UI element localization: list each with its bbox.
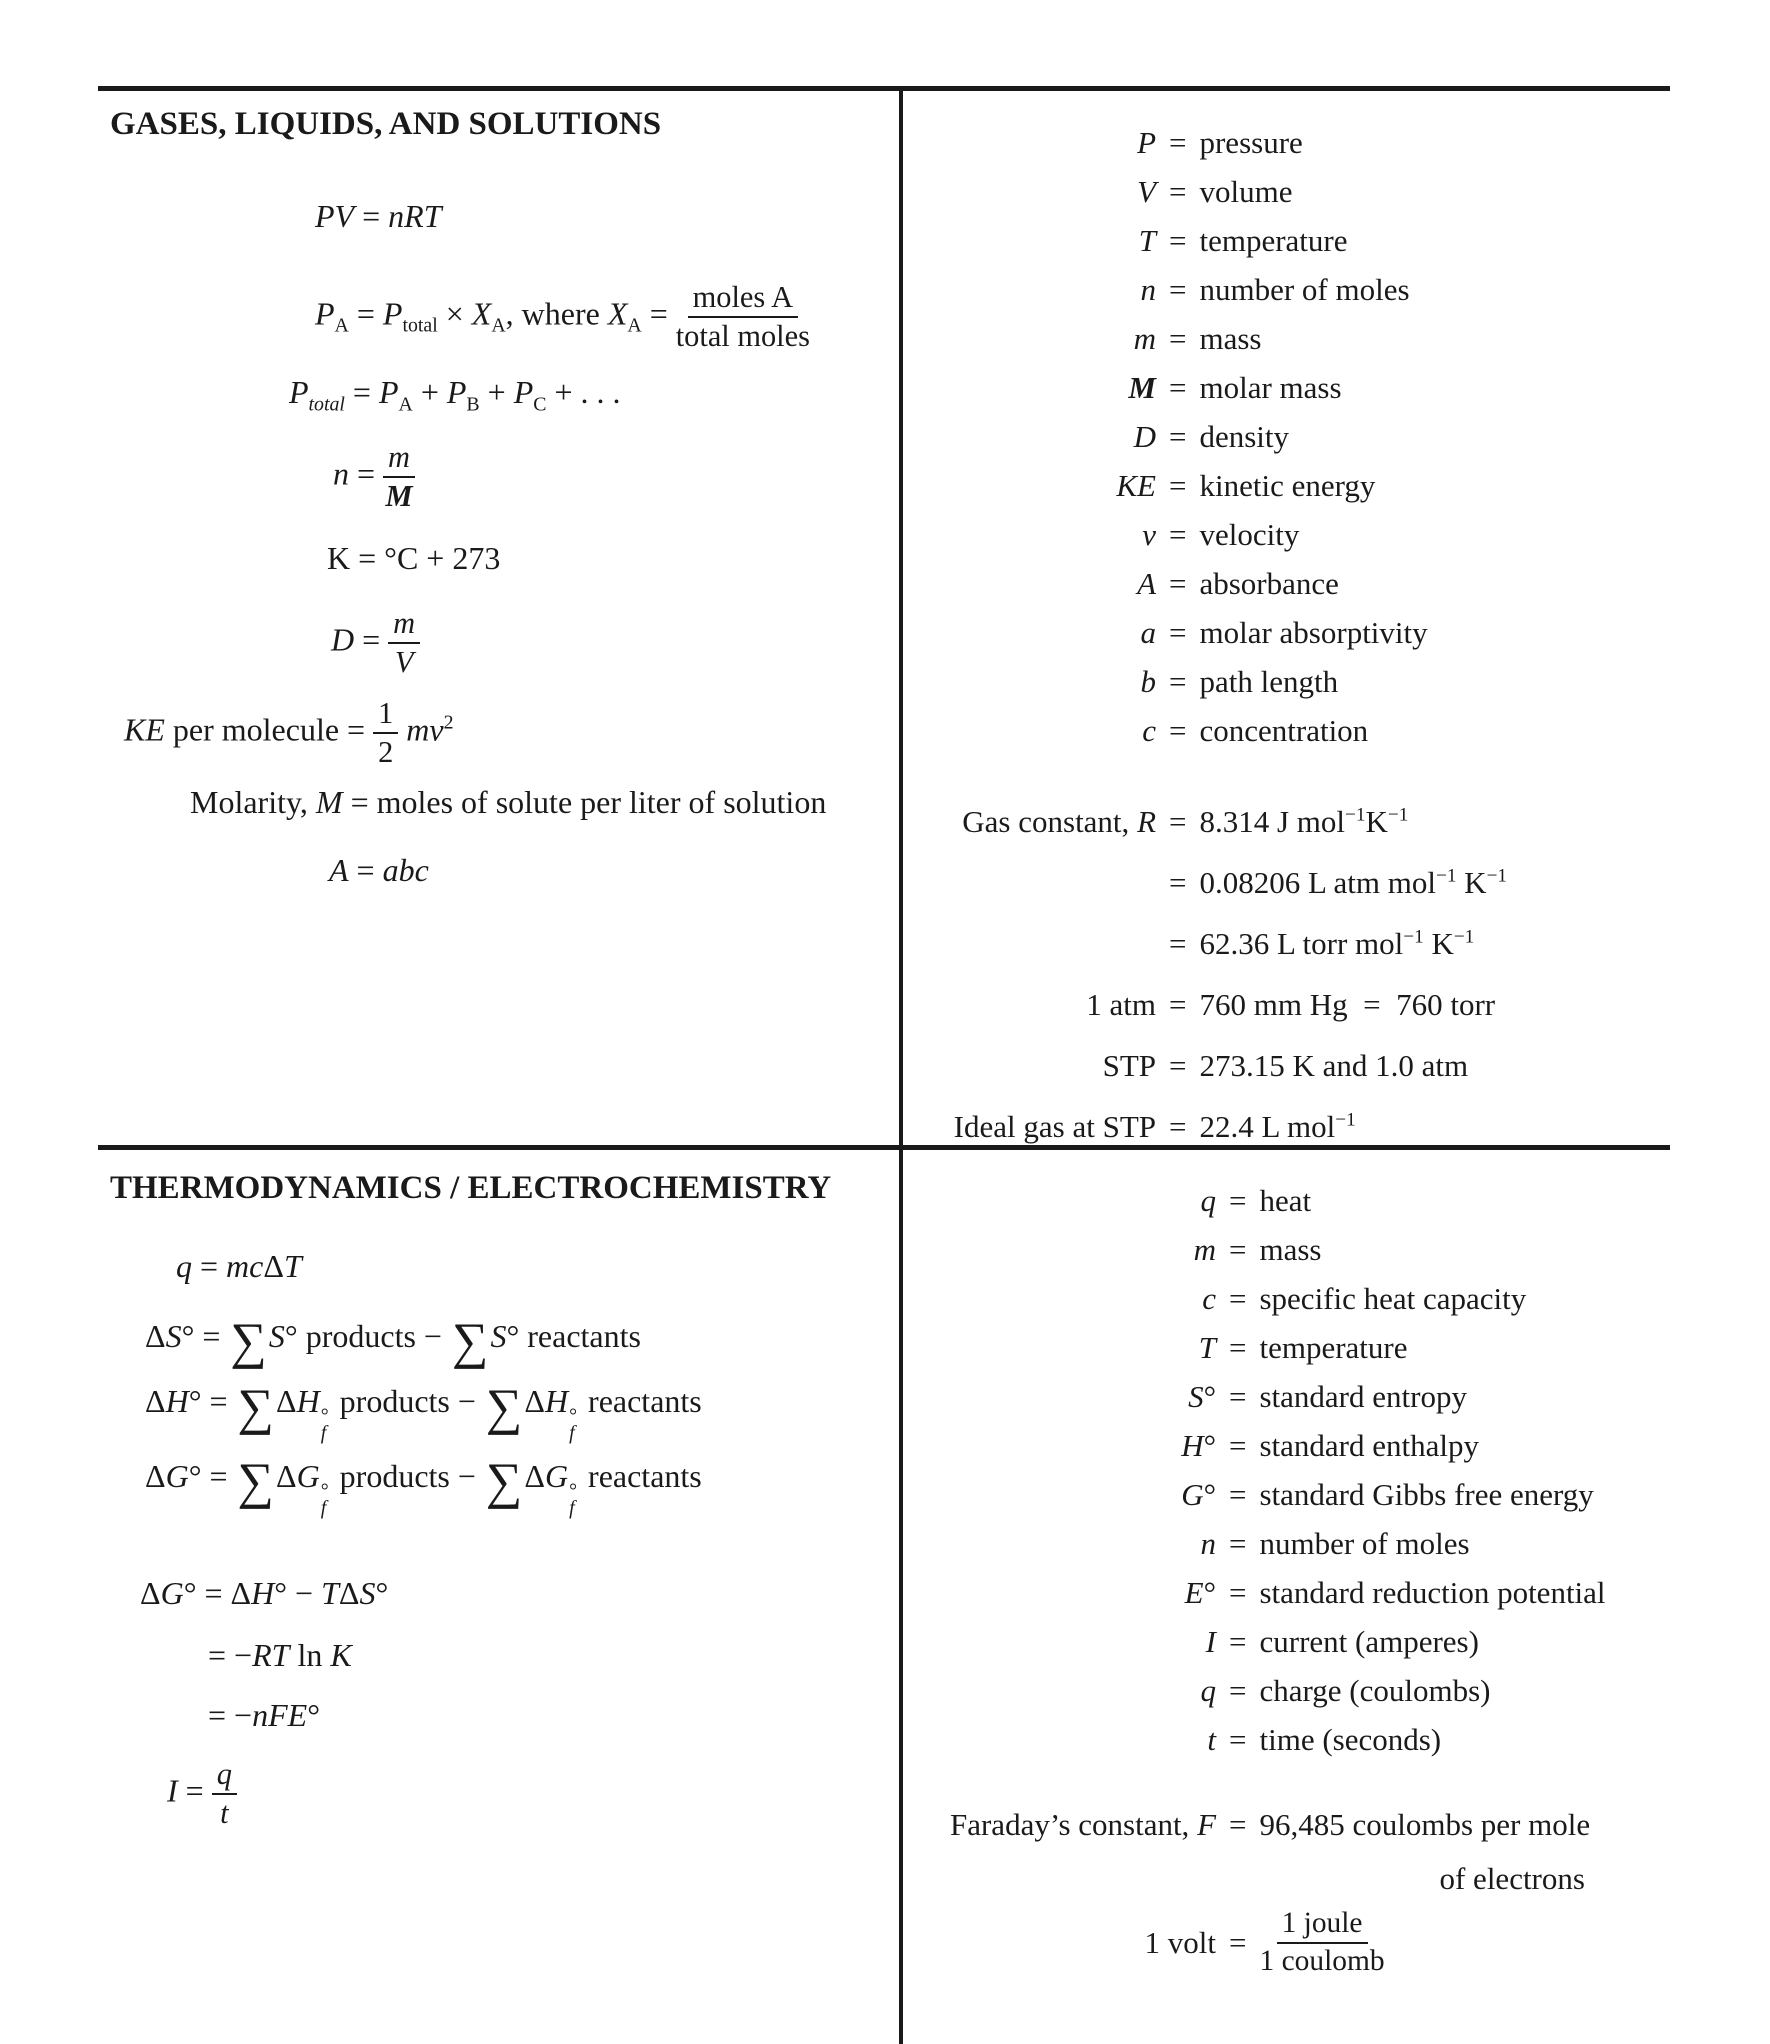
definition-symbol: 1 volt [1144, 1924, 1216, 1960]
definition-symbol: E° [1184, 1574, 1216, 1610]
definition-text: 22.4 L mol$^{-1}$ [1199, 1108, 1356, 1144]
definition-row [920, 913, 1508, 974]
definition-text: $\frac{\text{1 joule}}{\text{1 coulomb}}$ [1259, 1907, 1385, 1977]
definition-row [915, 1715, 1607, 1764]
definition-equals: = [1169, 864, 1187, 900]
definition-text: density [1199, 418, 1290, 454]
definition-equals: = [1229, 1231, 1247, 1267]
definition-equals: = [1229, 1280, 1247, 1316]
definition-symbol: M [1128, 369, 1156, 405]
definition-equals: = [1169, 565, 1187, 601]
equation-ideal-gas-law: PV = nRT [315, 198, 442, 234]
definition-equals: = [1169, 173, 1187, 209]
gases-constants-table [920, 791, 1508, 1157]
definition-symbol: P [1137, 124, 1156, 160]
definition-row [920, 1035, 1508, 1096]
definition-row [920, 1096, 1508, 1157]
equation-standard-gibbs-change: ΔG° = ∑ΔG ° f products − ∑ΔG ° f reactants [145, 1453, 702, 1519]
definition-equals: = [1229, 1182, 1247, 1218]
definition-symbol: A [1137, 565, 1156, 601]
definition-equals: = [1169, 467, 1187, 503]
definition-equals: = [1229, 1476, 1247, 1512]
definition-equals: = [1169, 663, 1187, 699]
equation-gibbs-nfe: = −nFE° [208, 1696, 320, 1733]
definition-row [920, 167, 1429, 216]
definition-symbol: n [1200, 1525, 1216, 1561]
definition-row [920, 852, 1508, 913]
definition-text: molar mass [1199, 369, 1342, 405]
definition-text: temperature [1199, 222, 1348, 258]
definition-equals: = [1229, 1574, 1247, 1610]
definition-equals: = [1169, 369, 1187, 405]
definition-text: current (amperes) [1259, 1623, 1479, 1659]
definition-symbol: t [1207, 1721, 1216, 1757]
definition-row [915, 1617, 1607, 1666]
definition-equals: = [1169, 986, 1187, 1022]
equation-kelvin-conversion: K = °C + 273 [327, 540, 501, 577]
definition-symbol: G° [1181, 1476, 1216, 1512]
definition-row [920, 265, 1429, 314]
thermo-section-title: THERMODYNAMICS / ELECTROCHEMISTRY [110, 1170, 832, 1206]
definition-equals: = [1229, 1378, 1247, 1414]
definition-equals: = [1169, 320, 1187, 356]
definition-equals: = [1229, 1427, 1247, 1463]
definition-text: specific heat capacity [1259, 1280, 1527, 1316]
definition-symbol: c [1142, 712, 1156, 748]
equation-heat: q = mcΔT [176, 1248, 302, 1284]
definition-text: molar absorptivity [1199, 614, 1428, 650]
definition-equals: = [1229, 1525, 1247, 1561]
definition-symbol: q [1200, 1182, 1216, 1218]
definition-row [915, 1225, 1607, 1274]
definition-equals: = [1169, 516, 1187, 552]
definition-text: standard Gibbs free energy [1259, 1476, 1594, 1512]
thermo-equations-column [110, 1168, 902, 1831]
definition-symbol: T [1198, 1329, 1216, 1365]
definition-row [915, 1519, 1607, 1568]
definition-equals: = [1169, 803, 1187, 839]
equation-kinetic-energy-per-molecule: KE per molecule = $\frac{1}{2}$ $mv^2$ [124, 696, 454, 770]
definition-symbol: Gas constant, R [962, 803, 1156, 839]
definition-text: standard entropy [1259, 1378, 1467, 1414]
definition-row [920, 608, 1429, 657]
definition-equals: = [1169, 925, 1187, 961]
definition-symbol: c [1202, 1280, 1216, 1316]
definition-equals: = [1169, 418, 1187, 454]
definition-symbol [920, 913, 1157, 974]
definition-symbol [920, 852, 1157, 913]
definition-row [920, 510, 1429, 559]
definition-row [920, 216, 1429, 265]
definition-text: time (seconds) [1259, 1721, 1442, 1757]
definition-equals: = [1229, 1807, 1247, 1842]
definition-row [915, 1421, 1607, 1470]
definition-text: 0.08206 L atm mol$^{-1}$ $K^{-1}$ [1199, 864, 1507, 900]
definition-symbol: b [1140, 663, 1156, 699]
thermo-definitions-table [915, 1176, 1607, 1764]
definition-row [915, 1666, 1607, 1715]
definition-text: 273.15 K and 1.0 atm [1199, 1047, 1469, 1083]
equation-gibbs-rt-ln-k: = −RT ln K [208, 1636, 352, 1673]
definition-row [920, 559, 1429, 608]
thermo-definitions-column [915, 1176, 1685, 1980]
definition-row [920, 974, 1508, 1035]
equation-current-charge-time: I = $\frac{q}{t}$ [167, 1757, 902, 1831]
definition-text: mass [1199, 320, 1262, 356]
equation-partial-pressure-mole-fraction: $P_A = P_{total} \times X_A$, where $X_A$ = $\frac{\text{moles A}}{\text{total moles}}$ [315, 280, 810, 353]
definition-symbol: n [1140, 271, 1156, 307]
equation-molarity: Molarity, M = moles of solute per liter of solution [190, 784, 827, 821]
definition-text: path length [1199, 663, 1339, 699]
definition-text: number of moles [1259, 1525, 1470, 1561]
definition-equals: = [1229, 1721, 1247, 1757]
definition-text: standard enthalpy [1259, 1427, 1479, 1463]
gases-definitions-table [920, 118, 1429, 755]
definition-symbol: V [1137, 173, 1156, 209]
definition-row [920, 363, 1429, 412]
definition-row [915, 1176, 1607, 1225]
definition-row [915, 1568, 1607, 1617]
definition-symbol: KE [1116, 467, 1156, 503]
definition-equals: = [1229, 1672, 1247, 1708]
definition-text: 62.36 L torr mol$^{-1}$ $K^{-1}$ [1199, 925, 1475, 961]
definition-symbol: I [1205, 1623, 1216, 1659]
definition-text: number of moles [1199, 271, 1410, 307]
definition-text: volume [1199, 173, 1293, 209]
definition-equals [1217, 1852, 1258, 1906]
definition-symbol: H° [1181, 1427, 1216, 1463]
definition-row [915, 1906, 1591, 1980]
definition-row [915, 1372, 1607, 1421]
thermo-constants-table [915, 1798, 1591, 1980]
definition-text: heat [1259, 1182, 1312, 1218]
top-rule [98, 86, 1670, 91]
gases-definitions-column [920, 118, 1680, 1157]
definition-text: concentration [1199, 712, 1369, 748]
definition-text: standard reduction potential [1259, 1574, 1606, 1610]
definition-text: mass [1259, 1231, 1322, 1267]
definition-row [915, 1798, 1591, 1852]
equation-moles-from-mass: n = $\frac{m}{M}$ [333, 440, 902, 514]
definition-symbol: v [1142, 516, 1156, 552]
definition-row [920, 461, 1429, 510]
definition-text: velocity [1199, 516, 1300, 552]
definition-row [915, 1323, 1607, 1372]
definition-text: absorbance [1199, 565, 1339, 601]
definition-symbol [915, 1852, 1217, 1906]
definition-equals: = [1169, 271, 1187, 307]
definition-text: pressure [1199, 124, 1303, 160]
definition-equals: = [1229, 1329, 1247, 1365]
equation-density: D = $\frac{m}{V}$ [331, 606, 902, 680]
definition-symbol: S° [1188, 1378, 1216, 1414]
gases-equations-column [110, 104, 902, 890]
definition-text: 8.314 J $mol^{-1}K^{-1}$ [1199, 803, 1409, 839]
definition-symbol: m [1133, 320, 1156, 356]
definition-row [920, 706, 1429, 755]
equation-total-pressure: $P_{total} = P_A + P_B + P_C$ + . . . [289, 373, 621, 416]
definition-text: of electrons [1439, 1861, 1585, 1896]
definition-equals: = [1169, 1108, 1187, 1144]
definition-symbol: m [1193, 1231, 1216, 1267]
equation-beer-lambert-law: A = abc [329, 852, 429, 889]
definition-symbol: q [1200, 1672, 1216, 1708]
definition-symbol: STP [1102, 1047, 1156, 1083]
definition-row [920, 118, 1429, 167]
definition-row [920, 314, 1429, 363]
definition-row [920, 412, 1429, 461]
definition-equals: = [1169, 614, 1187, 650]
definition-equals: = [1169, 1047, 1187, 1083]
definition-row [915, 1852, 1591, 1906]
definition-symbol: 1 atm [1086, 986, 1156, 1022]
definition-row [920, 791, 1508, 852]
definition-symbol: Faraday’s constant, F [949, 1807, 1216, 1842]
definition-symbol: T [1138, 222, 1156, 258]
definition-text: 96,485 coulombs per mole [1259, 1807, 1591, 1842]
definition-row [915, 1274, 1607, 1323]
definition-equals: = [1169, 222, 1187, 258]
definition-text: temperature [1259, 1329, 1408, 1365]
definition-equals: = [1169, 124, 1187, 160]
definition-text: kinetic energy [1199, 467, 1376, 503]
definition-row [915, 1470, 1607, 1519]
definition-symbol: Ideal gas at STP [953, 1108, 1156, 1144]
definition-text: charge (coulombs) [1259, 1672, 1491, 1708]
equation-standard-entropy-change: ΔS° = ∑S° products − ∑S° reactants [145, 1313, 641, 1371]
gases-section-title: GASES, LIQUIDS, AND SOLUTIONS [110, 106, 662, 142]
definition-equals: = [1229, 1623, 1247, 1659]
definition-text: 760 mm Hg = 760 torr [1199, 986, 1496, 1022]
equation-gibbs-enthalpy-entropy: ΔG° = ΔH° − TΔS° [140, 1574, 389, 1611]
definition-row [920, 657, 1429, 706]
equation-standard-enthalpy-change: ΔH° = ∑ΔH ° f products − ∑ΔH ° f reactants [145, 1378, 702, 1445]
definition-equals: = [1229, 1924, 1247, 1960]
definition-symbol: a [1140, 614, 1156, 650]
definition-equals: = [1169, 712, 1187, 748]
definition-symbol: D [1133, 418, 1156, 454]
